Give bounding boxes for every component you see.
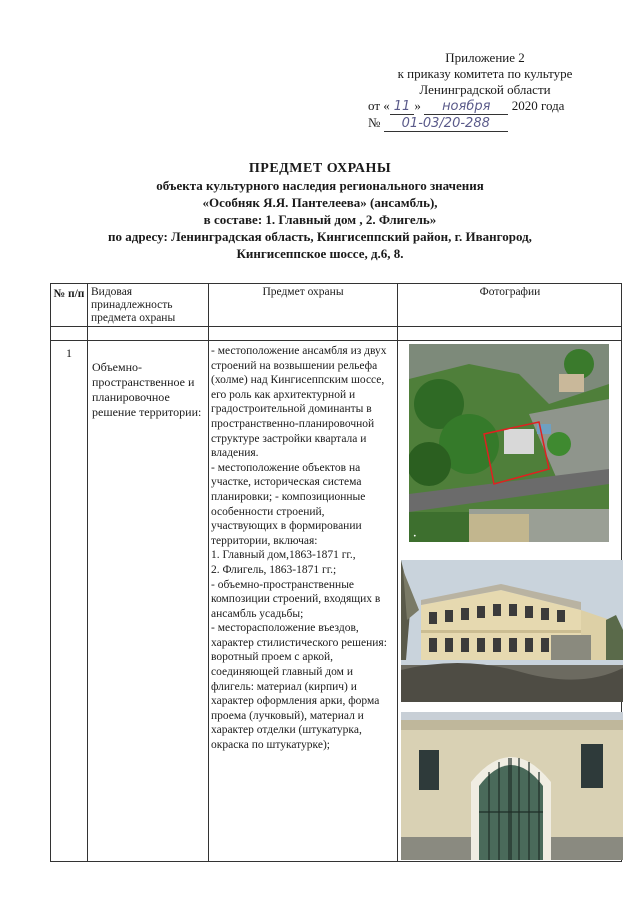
appendix-line-3: Ленинградской области <box>419 82 551 97</box>
heading-line-3: в составе: 1. Главный дом , 2. Флигель» <box>203 212 437 227</box>
gate-arch-image <box>401 712 623 860</box>
date-month: ноября <box>424 99 508 115</box>
col-divider-1 <box>87 284 88 861</box>
aerial-photo-image <box>409 344 609 542</box>
subject-line-1: - местоположение ансамбля из двух строений на возвышении рельефа (холме) над Кингисеппским шоссе, его роль как архитектурной и градостроительной доминанты в пространственно-планировочной структуре застройки квартала и владения. <box>211 345 387 460</box>
date-prefix: от « <box>368 98 390 113</box>
heading-line-5: Кингисеппское шоссе, д.6, 8. <box>236 246 404 261</box>
protection-table <box>50 283 622 862</box>
number-value: 01-03/20-288 <box>384 116 508 132</box>
number-prefix: № <box>368 115 381 130</box>
date-mid: » <box>414 98 421 113</box>
header-num: № п/п <box>53 288 85 300</box>
gate-arch-photo <box>401 712 623 860</box>
aerial-photo <box>409 344 609 542</box>
main-house-photo <box>401 560 623 702</box>
svg-text:•: • <box>413 533 417 540</box>
col-divider-3 <box>397 284 398 861</box>
row-divider <box>51 340 621 341</box>
date-day: 11 <box>390 99 415 115</box>
header-photos: Фотографии <box>479 286 541 298</box>
row1-num: 1 <box>66 346 72 360</box>
subject-line-3: 1. Главный дом,1863-1871 гг., <box>211 549 356 562</box>
appendix-date <box>360 98 610 115</box>
subject-line-5: - объемно-пространственные композиции строений, входящих в ансамбль усадьбы; <box>211 578 381 620</box>
date-suffix: 2020 года <box>511 98 565 113</box>
col-divider-2 <box>208 284 209 861</box>
header-type: Видовая принадлежность предмета охраны <box>91 286 176 324</box>
subject-line-6: - месторасположение въездов, характер стилистического решения: воротный проем с аркой, соединяющей главный дом и флигель: материал (кирпич) и характер оформления арки, форма проема (лучковый), материал и характер отделки (штукатурка, окраска по штукатурке); <box>211 622 387 752</box>
document-heading <box>40 160 600 262</box>
heading-line-2: «Особняк Я.Я. Пантелеева» (ансамбль), <box>202 195 438 210</box>
heading-title: ПРЕДМЕТ ОХРАНЫ <box>248 161 392 176</box>
row1-subject <box>211 344 393 753</box>
subject-line-2: - местоположение объектов на участке, историческая система планировки; - композиционные особенности строений, участвующих в формировании территории, включая: <box>211 461 366 547</box>
header-divider <box>51 326 621 327</box>
row1-type: Объемно-пространственное и планировочное решение территории: <box>92 360 202 419</box>
main-house-image <box>401 560 623 702</box>
heading-line-1: объекта культурного наследия регионального значения <box>156 178 484 193</box>
appendix-number <box>360 115 610 132</box>
heading-line-4: по адресу: Ленинградская область, Кингисеппский район, г. Ивангород, <box>108 229 532 244</box>
appendix-block <box>360 50 610 132</box>
appendix-line-1: Приложение 2 <box>445 50 525 65</box>
appendix-line-2: к приказу комитета по культуре <box>397 66 573 81</box>
subject-line-4: 2. Флигель, 1863-1871 гг.; <box>211 563 337 576</box>
header-subject: Предмет охраны <box>262 286 344 298</box>
